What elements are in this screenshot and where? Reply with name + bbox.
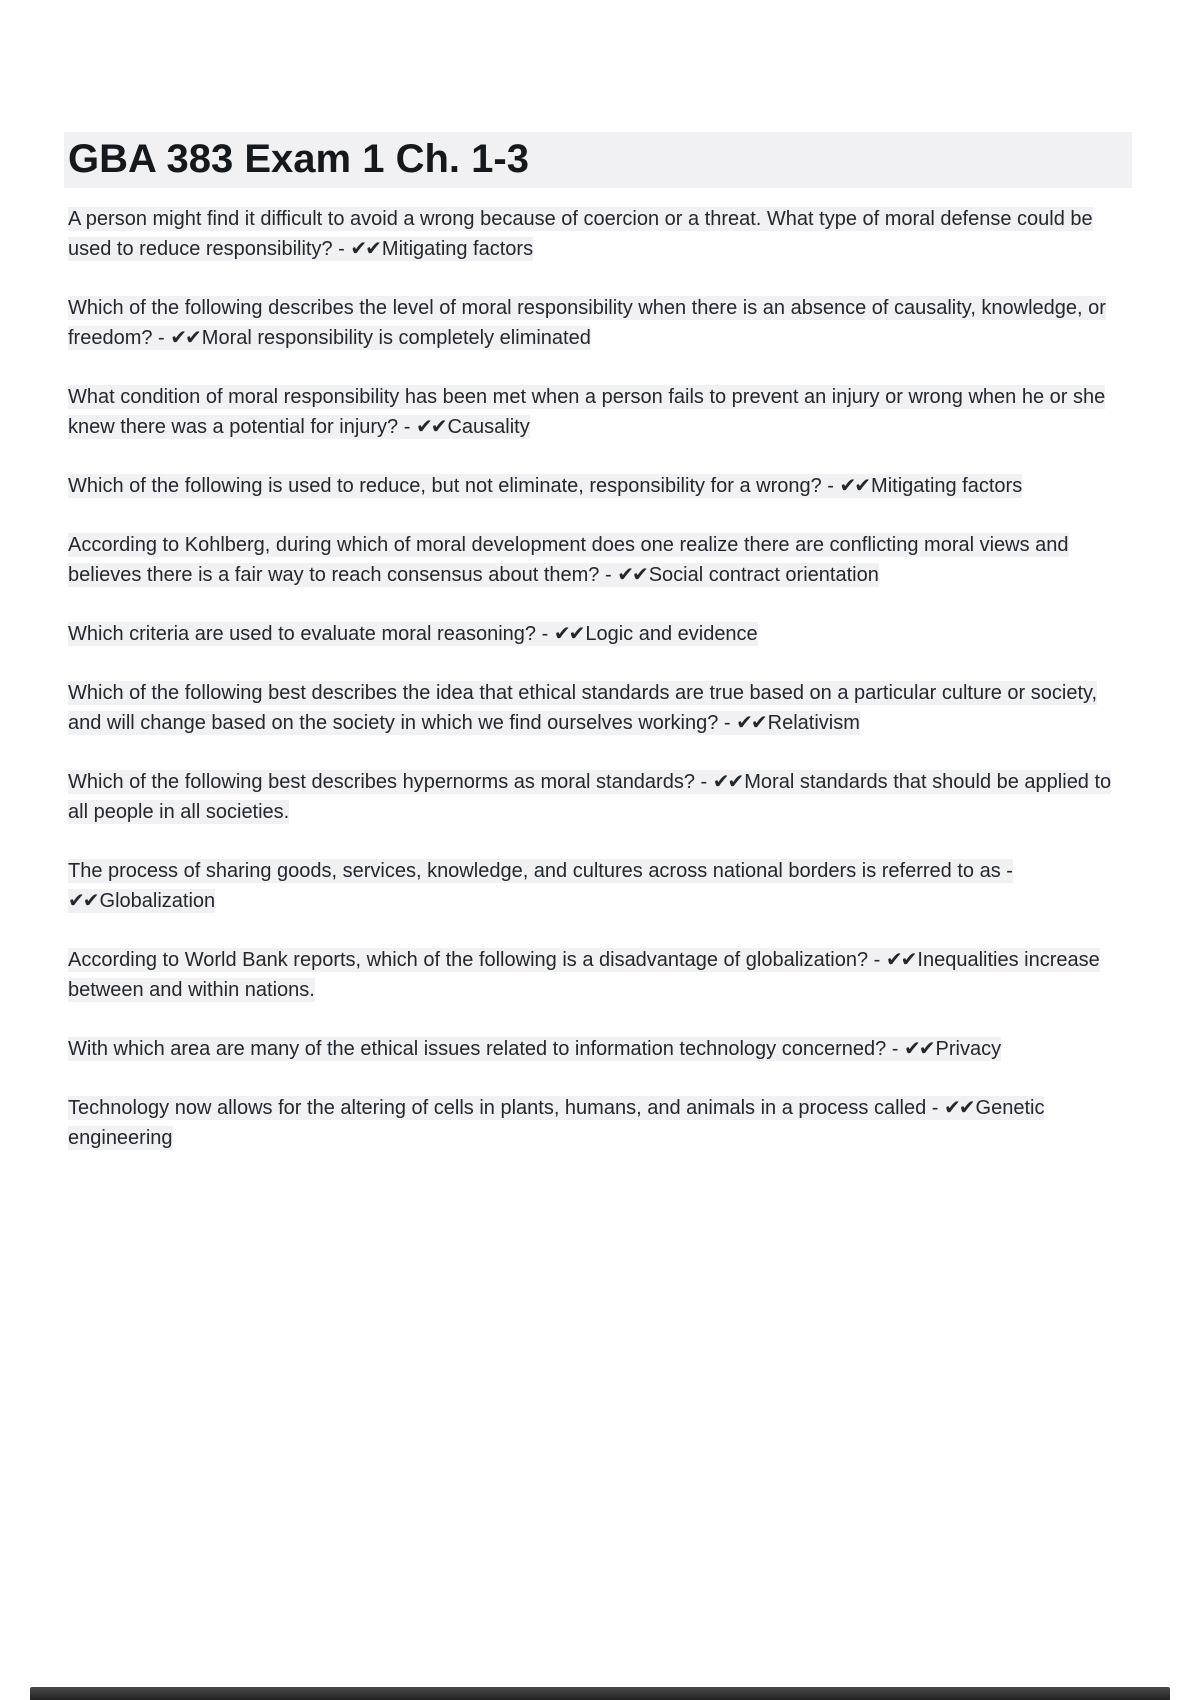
qa-item <box>68 530 1132 590</box>
checkmark-icon: ✔✔ <box>885 949 916 971</box>
answer-text: Logic and evidence <box>585 623 758 645</box>
qa-text <box>68 681 1097 735</box>
checkmark-icon: ✔✔ <box>736 712 766 734</box>
answer-separator: - <box>536 623 554 645</box>
answer-separator: - <box>694 771 713 793</box>
checkmark-icon: ✔✔ <box>944 1097 974 1119</box>
question-text: Which criteria are used to evaluate moral reasoning? <box>68 623 537 645</box>
qa-item <box>68 382 1132 442</box>
answer-text: Inequalities increase between and within nations. <box>68 949 1100 1001</box>
question-text: Which of the following best describes hypernorms as moral standards? <box>68 771 695 793</box>
qa-text <box>68 622 758 646</box>
question-text: What condition of moral responsibility has been met when a person fails to prevent an injury or wrong when he or she knew there was a potential for injury? <box>68 386 1106 438</box>
qa-text <box>68 770 1111 824</box>
answer-separator: - <box>718 712 737 734</box>
qa-text <box>68 474 1022 498</box>
qa-item <box>68 945 1132 1005</box>
answer-text: Mitigating factors <box>381 238 534 260</box>
qa-text <box>68 533 1069 587</box>
answer-separator: - <box>821 475 840 497</box>
checkmark-icon: ✔✔ <box>617 564 647 586</box>
answer-separator: - <box>599 564 618 586</box>
qa-text <box>68 207 1093 261</box>
checkmark-icon: ✔✔ <box>553 623 584 645</box>
question-text: Which of the following best describes the idea that ethical standards are true based on a particular culture or society, and will change based on the society in which we find ourselves working? <box>68 682 1098 734</box>
question-text: Technology now allows for the altering of cells in plants, humans, and animals in a process called <box>68 1097 927 1119</box>
question-text: According to Kohlberg, during which of moral development does one realize there are conflicting moral views and believes there is a fair way to reach consensus about them? <box>68 534 1069 586</box>
answer-text: Privacy <box>935 1038 1002 1060</box>
qa-item <box>68 1093 1132 1153</box>
checkmark-icon: ✔✔ <box>170 327 200 349</box>
checkmark-icon: ✔✔ <box>68 890 98 912</box>
qa-item <box>68 856 1132 916</box>
qa-item <box>68 767 1132 827</box>
answer-text: Moral standards that should be applied to all people in all societies. <box>68 771 1112 823</box>
qa-item <box>68 204 1132 264</box>
qa-item <box>68 1034 1132 1064</box>
answer-text: Globalization <box>99 890 216 912</box>
answer-separator: - <box>886 1038 905 1060</box>
qa-list <box>68 204 1132 1153</box>
answer-text: Mitigating factors <box>871 475 1023 497</box>
checkmark-icon: ✔✔ <box>712 771 743 793</box>
answer-text: Relativism <box>767 712 860 734</box>
answer-separator: - <box>152 327 171 349</box>
qa-item <box>68 678 1132 738</box>
question-text: With which area are many of the ethical issues related to information technology concerned? <box>68 1038 887 1060</box>
qa-text <box>68 859 1013 913</box>
answer-text: Causality <box>447 416 530 438</box>
qa-text <box>68 948 1100 1002</box>
answer-separator: - <box>868 949 886 971</box>
next-page-edge <box>30 1687 1170 1700</box>
answer-text: Social contract orientation <box>648 564 879 586</box>
answer-text: Moral responsibility is completely eliminated <box>201 327 591 349</box>
qa-item <box>68 293 1132 353</box>
page-title: GBA 383 Exam 1 Ch. 1-3 <box>64 132 1132 188</box>
answer-separator: - <box>398 416 416 438</box>
question-text: Which of the following describes the level of moral responsibility when there is an absence of causality, knowledge, or freedom? <box>68 297 1106 349</box>
qa-text <box>68 1037 1001 1061</box>
answer-separator: - <box>926 1097 945 1119</box>
qa-text <box>68 385 1105 439</box>
question-text: According to World Bank reports, which of the following is a disadvantage of globalization? <box>68 949 869 971</box>
question-text: Which of the following is used to reduce, but not eliminate, responsibility for a wrong? <box>68 475 822 497</box>
checkmark-icon: ✔✔ <box>904 1038 934 1060</box>
qa-text <box>68 1096 1044 1150</box>
qa-item <box>68 619 1132 649</box>
question-text: A person might find it difficult to avoid a wrong because of coercion or a threat. What type of moral defense could be used to reduce responsibility? <box>68 208 1093 260</box>
qa-text <box>68 296 1106 350</box>
checkmark-icon: ✔✔ <box>839 475 870 497</box>
checkmark-icon: ✔✔ <box>415 416 446 438</box>
question-text: The process of sharing goods, services, knowledge, and cultures across national borders is referred to as <box>68 860 1001 882</box>
answer-separator: - <box>1000 860 1013 882</box>
checkmark-icon: ✔✔ <box>350 238 380 260</box>
answer-separator: - <box>332 238 351 260</box>
qa-item <box>68 471 1132 501</box>
answer-text: Genetic engineering <box>68 1097 1045 1149</box>
